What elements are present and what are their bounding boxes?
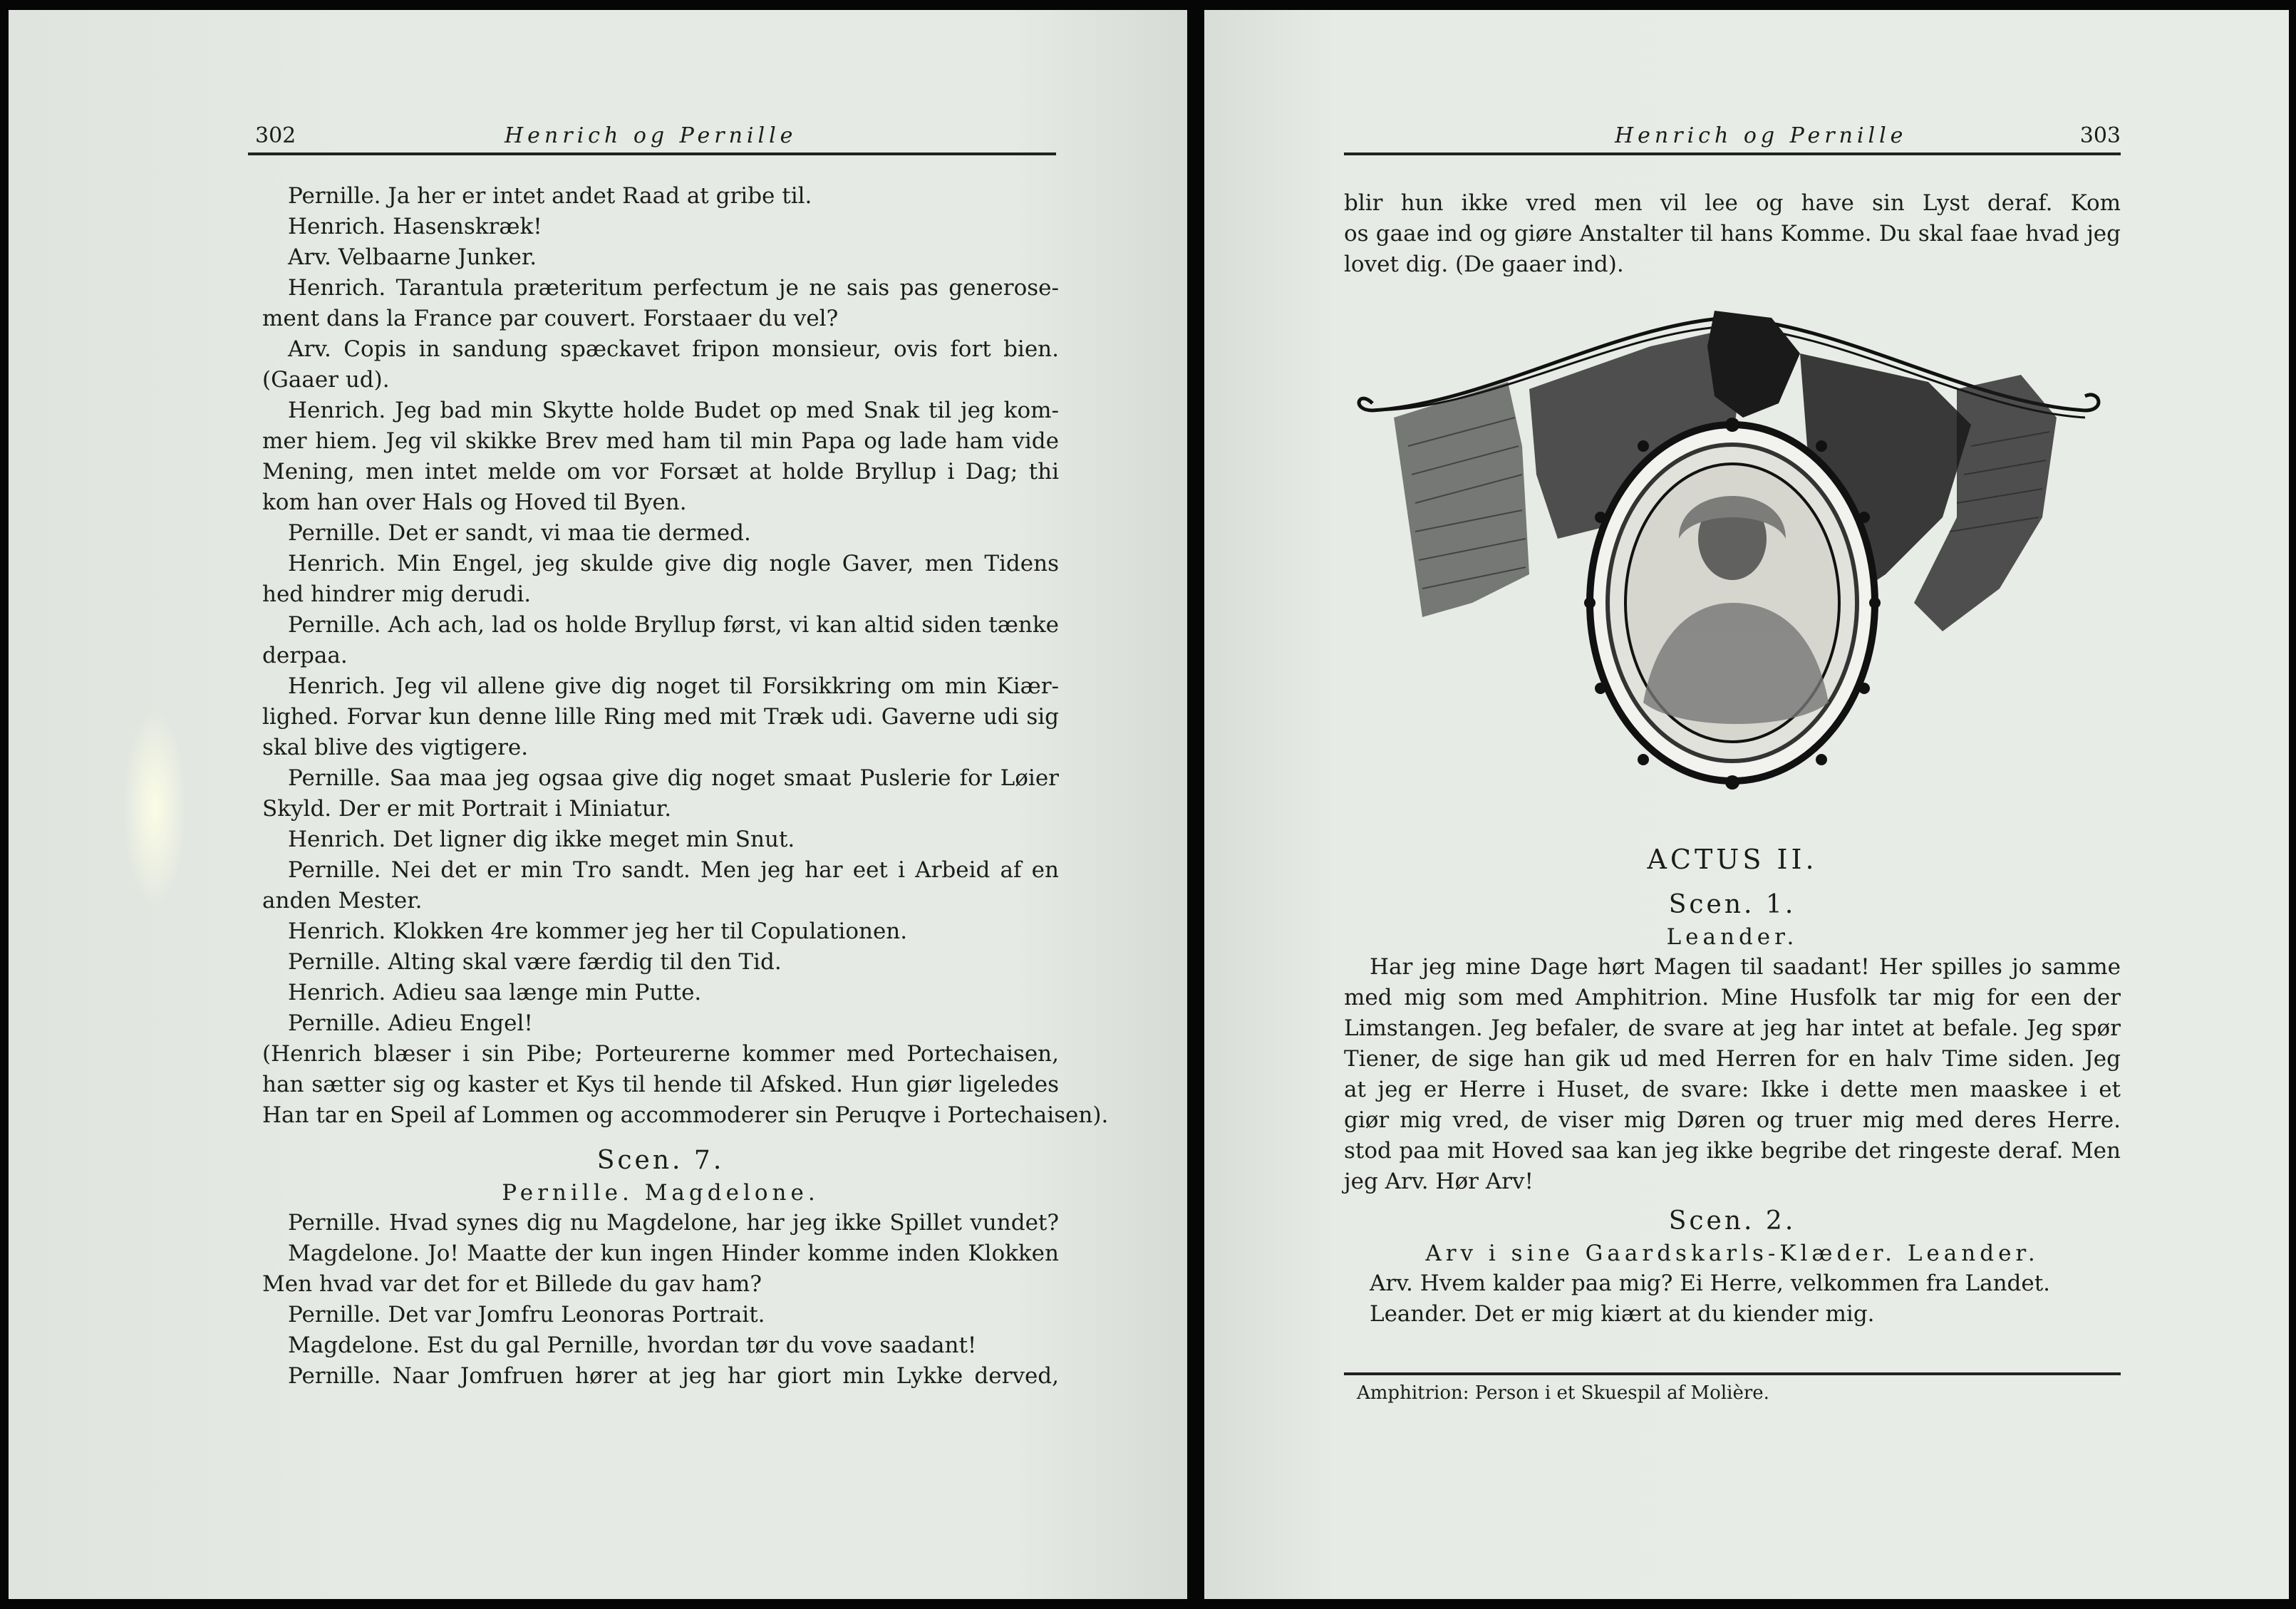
text-line: Pernille. Hvad synes dig nu Magdelone, har jeg ikke Spillet vundet? (288, 1210, 1059, 1236)
text-line: Pernille. Det er sandt, vi maa tie dermed. (288, 520, 751, 546)
footnote: Amphitrion: Person i et Skuespil af Molière. (1357, 1382, 1769, 1404)
text-line: at jeg er Herre i Huset, de svare: Ikke i dette men maaskee i et (1344, 1077, 2121, 1102)
text-block (1344, 188, 2121, 280)
page-number: 303 (2079, 123, 2121, 148)
portrait-engraving (1344, 304, 2121, 831)
text-line: mer hiem. Jeg vil skikke Brev med ham til min Papa og lade ham vide (262, 428, 1059, 454)
text-line: Magdelone. Jo! Maatte der kun ingen Hinder komme inden Klokken (288, 1241, 1059, 1266)
left-page (9, 10, 1187, 1599)
text-line: lovet dig. (De gaaer ind). (1344, 252, 1624, 277)
text-line: stod paa mit Hoved saa kan jeg ikke begribe det ringeste deraf. Men (1344, 1138, 2121, 1164)
text-line: jeg Arv. Hør Arv! (1344, 1169, 1534, 1194)
act-heading: ACTUS II. (1647, 844, 1818, 875)
text-line: Arv. Velbaarne Junker. (288, 244, 537, 270)
text-line: kom han over Hals og Hoved til Byen. (262, 490, 687, 515)
scene-characters: Leander. (1666, 924, 1799, 950)
running-title: Henrich og Pernille (1615, 123, 1908, 148)
text-line: skal blive des vigtigere. (262, 735, 529, 760)
text-line: Henrich. Hasenskræk! (288, 214, 542, 239)
text-block (1344, 1268, 2121, 1330)
text-line: Henrich. Jeg bad min Skytte holde Budet op med Snak til jeg kom- (288, 398, 1059, 423)
paper-stain (123, 708, 187, 908)
right-body-text-bottom (1344, 888, 2121, 1330)
text-line: med mig som med Amphitrion. Mine Husfolk tar mig for een der (1344, 985, 2121, 1010)
text-line: Tiener, de sige han gik ud med Herren for en halv Time siden. Jeg (1344, 1046, 2121, 1072)
text-line: giør mig vred, de viser mig Døren og truer mig med deres Herre. (1344, 1107, 2121, 1133)
scene-heading: Scen. 1. (1668, 890, 1796, 919)
text-line: Men hvad var det for et Billede du gav ham? (262, 1271, 762, 1297)
text-line: Arv. Hvem kalder paa mig? Ei Herre, velkommen fra Landet. (1370, 1271, 2051, 1296)
scene-characters: Arv i sine Gaardskarls-Klæder. Leander. (1425, 1241, 2039, 1266)
text-line: ment dans la France par couvert. Forstaaer du vel? (262, 306, 839, 331)
text-block (262, 1208, 1059, 1392)
text-line: Leander. Det er mig kiært at du kiender mig. (1370, 1301, 1875, 1327)
text-line: Henrich. Det ligner dig ikke meget min Snut. (288, 827, 795, 852)
text-line: Magdelone. Est du gal Pernille, hvordan tør du vove saadant! (288, 1333, 977, 1358)
text-line: Arv. Copis in sandung spæckavet fripon monsieur, ovis fort bien. (288, 336, 1059, 362)
text-line: Henrich. Tarantula præteritum perfectum je ne sais pas generose- (288, 275, 1059, 301)
text-line: Mening, men intet melde om vor Forsæt at holde Bryllup i Dag; thi (262, 459, 1059, 485)
text-line: Pernille. Alting skal være færdig til den Tid. (288, 949, 782, 975)
text-line: lighed. Forvar kun denne lille Ring med mit Træk udi. Gaverne udi sig (262, 704, 1059, 730)
running-head-right (1344, 124, 2121, 155)
text-line: Pernille. Det var Jomfru Leonoras Portrait. (288, 1302, 765, 1328)
page-number: 302 (255, 123, 296, 148)
text-line: blir hun ikke vred men vil lee og have sin Lyst deraf. Kom (1344, 190, 2121, 216)
text-line: hed hindrer mig derudi. (262, 581, 532, 607)
text-line: Henrich. Adieu saa længe min Putte. (288, 980, 702, 1005)
text-block (262, 181, 1109, 1131)
text-line: Henrich. Min Engel, jeg skulde give dig nogle Gaver, men Tidens (288, 551, 1059, 576)
text-block (1344, 952, 2121, 1197)
text-line: Pernille. Naar Jomfruen hører at jeg har giort min Lykke derved, (288, 1363, 1059, 1389)
running-title: Henrich og Pernille (505, 123, 797, 148)
text-line: Henrich. Jeg vil allene give dig noget til Forsikkring om min Kiær- (288, 673, 1059, 699)
text-line: Han tar en Speil af Lommen og accommoderer sin Peruqve i Portechaisen). (262, 1102, 1109, 1128)
text-line: Henrich. Klokken 4re kommer jeg her til Copulationen. (288, 919, 908, 944)
text-line: Pernille. Saa maa jeg ogsaa give dig noget smaat Puslerie for Løier (288, 765, 1059, 791)
text-line: anden Mester. (262, 888, 423, 914)
running-head-left (248, 124, 1056, 155)
text-line: os gaae ind og giøre Anstalter til hans Komme. Du skal faae hvad jeg (1344, 221, 2121, 247)
right-body-text-top (1344, 188, 2121, 280)
text-line: Pernille. Adieu Engel! (288, 1010, 533, 1036)
text-line: Pernille. Ja her er intet andet Raad at gribe til. (288, 183, 812, 209)
scene-heading: Scen. 2. (1668, 1206, 1796, 1236)
text-line: Limstangen. Jeg befaler, de svare at jeg har intet at befale. Jeg spør (1344, 1015, 2121, 1041)
text-line: Pernille. Nei det er min Tro sandt. Men jeg har eet i Arbeid af en (288, 857, 1059, 883)
footnote-rule (1344, 1372, 2121, 1375)
scene-heading: Scen. 7. (596, 1146, 725, 1175)
scene-characters: Pernille. Magdelone. (502, 1180, 819, 1206)
text-line: (Gaaer ud). (262, 367, 390, 393)
text-line: Skyld. Der er mit Portrait i Miniatur. (262, 796, 672, 822)
text-line: han sætter sig og kaster et Kys til hende til Afsked. Hun giør ligeledes (262, 1072, 1059, 1097)
text-line: Pernille. Ach ach, lad os holde Bryllup først, vi kan altid siden tænke (288, 612, 1059, 638)
text-line: (Henrich blæser i sin Pibe; Porteurerne kommer med Portechaisen, (262, 1041, 1059, 1067)
right-page (1204, 10, 2289, 1599)
left-body-text (262, 181, 1109, 1392)
text-line: Har jeg mine Dage hørt Magen til saadant! Her spilles jo samme (1370, 954, 2121, 980)
text-line: derpaa. (262, 643, 348, 668)
